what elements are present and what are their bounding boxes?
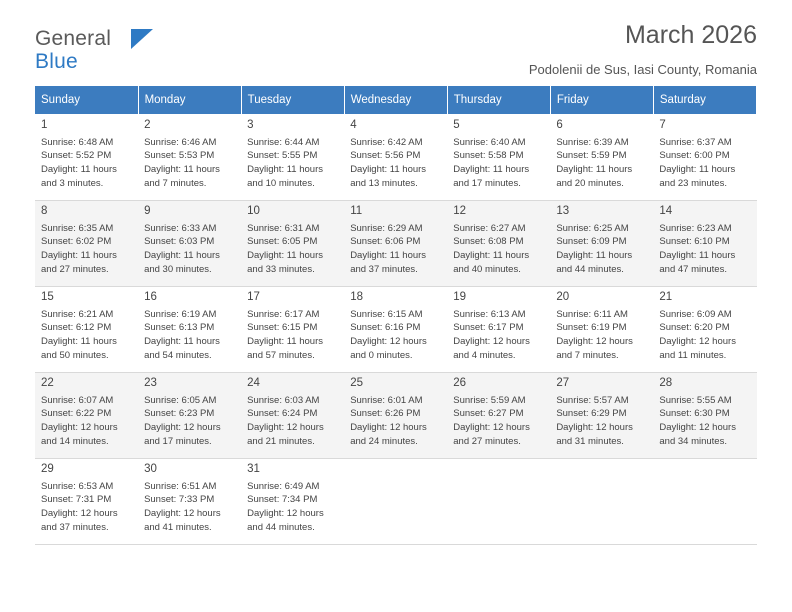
day-info (144, 394, 236, 449)
day-info-daylight1: Daylight: 11 hours (247, 336, 323, 348)
day-info-sunrise: Sunrise: 5:55 AM (659, 394, 732, 406)
day-info (350, 394, 442, 449)
day-info (41, 222, 133, 277)
day-info (453, 308, 545, 363)
calendar-week-row (35, 115, 757, 201)
day-info-sunrise: Sunrise: 6:09 AM (659, 308, 732, 320)
day-info-daylight2: and 31 minutes. (556, 435, 624, 447)
day-info-sunrise: Sunrise: 6:11 AM (556, 308, 628, 320)
day-number: 22 (41, 377, 54, 389)
day-info-daylight1: Daylight: 12 hours (247, 422, 324, 434)
day-number: 27 (556, 377, 570, 389)
day-info-sunrise: Sunrise: 6:53 AM (41, 480, 114, 492)
day-info (659, 394, 751, 449)
weekday-header-saturday: Saturday (653, 86, 756, 115)
day-number: 23 (144, 377, 157, 389)
day-info-daylight2: and 21 minutes. (247, 435, 315, 447)
calendar-day-cell[interactable] (35, 373, 138, 459)
day-info-sunrise: Sunrise: 6:46 AM (144, 136, 217, 148)
day-info-daylight2: and 30 minutes. (144, 263, 212, 275)
day-info-daylight2: and 47 minutes. (659, 263, 727, 275)
day-info-daylight2: and 41 minutes. (144, 521, 212, 533)
day-number: 21 (659, 291, 673, 303)
day-info-daylight1: Daylight: 12 hours (41, 422, 118, 434)
day-info-sunrise: Sunrise: 6:29 AM (350, 222, 423, 234)
day-info-daylight1: Daylight: 12 hours (350, 336, 427, 348)
day-info-daylight2: and 7 minutes. (144, 177, 207, 189)
weekday-header-thursday: Thursday (447, 86, 550, 115)
day-info-sunrise: Sunrise: 6:13 AM (453, 308, 526, 320)
day-number: 14 (659, 205, 673, 217)
calendar-day-cell[interactable] (653, 115, 756, 201)
weekday-header-tuesday: Tuesday (241, 86, 344, 115)
day-info-daylight2: and 34 minutes. (659, 435, 727, 447)
day-info-daylight2: and 44 minutes. (247, 521, 315, 533)
day-info-sunrise: Sunrise: 6:27 AM (453, 222, 526, 234)
calendar-day-cell[interactable] (241, 115, 344, 201)
day-info-sunset: Sunset: 6:22 PM (41, 408, 112, 420)
calendar-day-cell[interactable] (344, 373, 447, 459)
day-info-sunrise: Sunrise: 6:42 AM (350, 136, 423, 148)
day-info-sunset: Sunset: 6:30 PM (659, 408, 730, 420)
day-info-sunrise: Sunrise: 6:05 AM (144, 394, 217, 406)
day-info-daylight1: Daylight: 12 hours (144, 508, 221, 520)
day-info-sunrise: Sunrise: 6:17 AM (247, 308, 320, 320)
day-info-daylight1: Daylight: 12 hours (659, 422, 736, 434)
day-info (41, 394, 133, 449)
blue-flag-icon (131, 29, 153, 49)
day-info-daylight1: Daylight: 12 hours (41, 508, 118, 520)
day-number: 16 (144, 291, 157, 303)
calendar-week-row (35, 459, 757, 545)
calendar-cell-empty (550, 459, 653, 545)
calendar-day-cell[interactable] (550, 115, 653, 201)
calendar-day-cell[interactable] (241, 287, 344, 373)
day-info-daylight1: Daylight: 11 hours (659, 250, 736, 262)
day-info-daylight2: and 7 minutes. (556, 349, 619, 361)
calendar-day-cell[interactable] (138, 115, 241, 201)
day-info-sunset: Sunset: 6:29 PM (556, 408, 627, 420)
day-number: 30 (144, 463, 157, 475)
day-info-daylight2: and 11 minutes. (659, 349, 727, 361)
day-info-daylight2: and 20 minutes. (556, 177, 624, 189)
day-number: 10 (247, 205, 260, 217)
day-info-sunset: Sunset: 6:17 PM (453, 322, 524, 334)
day-info-daylight1: Daylight: 12 hours (659, 336, 736, 348)
day-info-sunset: Sunset: 5:55 PM (247, 150, 318, 162)
day-info-sunset: Sunset: 6:24 PM (247, 408, 318, 420)
day-info-sunrise: Sunrise: 6:19 AM (144, 308, 217, 320)
day-info-sunrise: Sunrise: 6:37 AM (659, 136, 732, 148)
day-info-sunset: Sunset: 6:16 PM (350, 322, 421, 334)
day-info (41, 480, 133, 535)
day-info (144, 136, 236, 191)
day-info-daylight1: Daylight: 11 hours (350, 250, 427, 262)
day-info-daylight1: Daylight: 11 hours (144, 164, 220, 176)
day-info-daylight1: Daylight: 12 hours (144, 422, 221, 434)
calendar-day-cell[interactable] (35, 115, 138, 201)
day-info-sunset: Sunset: 6:08 PM (453, 236, 524, 248)
day-info-sunrise: Sunrise: 6:25 AM (556, 222, 629, 234)
day-info (350, 222, 442, 277)
day-info-daylight2: and 3 minutes. (41, 177, 104, 189)
day-info-sunrise: Sunrise: 6:40 AM (453, 136, 526, 148)
calendar-day-cell[interactable] (653, 287, 756, 373)
calendar-table (35, 86, 757, 545)
calendar-body (35, 115, 757, 545)
day-info-daylight2: and 24 minutes. (350, 435, 418, 447)
calendar-day-cell[interactable] (653, 373, 756, 459)
logo-text-general: General (35, 27, 112, 50)
day-info-sunrise: Sunrise: 6:39 AM (556, 136, 629, 148)
day-info-daylight1: Daylight: 12 hours (556, 422, 633, 434)
day-number: 31 (247, 463, 260, 475)
day-info-daylight1: Daylight: 11 hours (247, 250, 323, 262)
day-info-sunset: Sunset: 6:19 PM (556, 322, 627, 334)
day-number: 12 (453, 205, 467, 217)
day-number: 11 (350, 205, 363, 217)
calendar-day-cell[interactable] (344, 201, 447, 287)
day-info-daylight1: Daylight: 11 hours (144, 336, 220, 348)
day-info-daylight1: Daylight: 12 hours (247, 508, 324, 520)
day-info-sunset: Sunset: 6:27 PM (453, 408, 524, 420)
weekday-header-monday: Monday (138, 86, 241, 115)
page-title: March 2026 (624, 21, 757, 49)
day-info-daylight2: and 37 minutes. (350, 263, 418, 275)
day-info-sunrise: Sunrise: 6:44 AM (247, 136, 320, 148)
day-info-sunrise: Sunrise: 6:03 AM (247, 394, 320, 406)
day-info-daylight1: Daylight: 12 hours (556, 336, 633, 348)
calendar-week-row (35, 373, 757, 459)
day-info-daylight1: Daylight: 12 hours (350, 422, 427, 434)
day-number: 25 (350, 377, 363, 389)
calendar-day-cell[interactable] (35, 459, 138, 545)
day-info-daylight1: Daylight: 11 hours (556, 250, 633, 262)
day-info-daylight2: and 33 minutes. (247, 263, 315, 275)
day-number: 7 (659, 119, 666, 131)
day-number: 3 (247, 119, 254, 131)
day-info-daylight1: Daylight: 12 hours (453, 336, 530, 348)
title-block (529, 22, 757, 77)
calendar-cell-empty (653, 459, 756, 545)
day-info-daylight1: Daylight: 11 hours (556, 164, 633, 176)
day-info-daylight2: and 44 minutes. (556, 263, 624, 275)
day-info-daylight2: and 57 minutes. (247, 349, 315, 361)
calendar-day-cell[interactable] (344, 115, 447, 201)
day-info-sunset: Sunset: 7:31 PM (41, 494, 112, 506)
day-info-daylight2: and 27 minutes. (41, 263, 109, 275)
day-info (659, 308, 751, 363)
day-number: 13 (556, 205, 570, 217)
day-info-daylight2: and 10 minutes. (247, 177, 315, 189)
calendar-day-cell[interactable] (138, 287, 241, 373)
day-info-sunrise: Sunrise: 6:01 AM (350, 394, 423, 406)
day-info-daylight2: and 37 minutes. (41, 521, 109, 533)
day-number: 1 (41, 119, 48, 131)
day-info-daylight1: Daylight: 11 hours (247, 164, 323, 176)
day-number: 26 (453, 377, 467, 389)
day-info-sunset: Sunset: 5:59 PM (556, 150, 627, 162)
day-info-sunset: Sunset: 6:05 PM (247, 236, 318, 248)
day-info (556, 394, 648, 449)
day-info-sunrise: Sunrise: 5:59 AM (453, 394, 526, 406)
calendar-day-cell[interactable] (35, 287, 138, 373)
calendar-day-cell[interactable] (241, 201, 344, 287)
day-info-sunrise: Sunrise: 6:33 AM (144, 222, 217, 234)
day-info-sunrise: Sunrise: 6:49 AM (247, 480, 320, 492)
day-info-sunset: Sunset: 6:13 PM (144, 322, 215, 334)
page-header (35, 0, 757, 77)
calendar-day-cell[interactable] (241, 459, 344, 545)
day-number: 5 (453, 119, 460, 131)
day-info-daylight2: and 27 minutes. (453, 435, 521, 447)
day-number: 4 (350, 119, 357, 131)
day-info-daylight1: Daylight: 11 hours (453, 250, 530, 262)
day-info-sunset: Sunset: 7:33 PM (144, 494, 215, 506)
calendar-day-cell[interactable] (35, 201, 138, 287)
day-info-sunrise: Sunrise: 6:31 AM (247, 222, 320, 234)
calendar-week-row (35, 287, 757, 373)
day-info-sunset: Sunset: 5:53 PM (144, 150, 215, 162)
day-info (453, 222, 545, 277)
day-info-daylight1: Daylight: 12 hours (453, 422, 530, 434)
day-number: 24 (247, 377, 260, 389)
day-info-daylight2: and 17 minutes. (144, 435, 212, 447)
day-info-sunset: Sunset: 6:26 PM (350, 408, 421, 420)
calendar-day-cell[interactable] (241, 373, 344, 459)
day-info-sunset: Sunset: 6:12 PM (41, 322, 112, 334)
day-info-sunset: Sunset: 6:06 PM (350, 236, 421, 248)
day-info-sunset: Sunset: 6:02 PM (41, 236, 112, 248)
weekday-header-sunday: Sunday (35, 86, 138, 115)
day-number: 15 (41, 291, 54, 303)
calendar-week-row (35, 201, 757, 287)
calendar-day-cell[interactable] (550, 373, 653, 459)
day-info (556, 136, 648, 191)
day-info (247, 480, 339, 535)
day-number: 19 (453, 291, 467, 303)
day-info-daylight2: and 54 minutes. (144, 349, 212, 361)
calendar-day-cell[interactable] (138, 201, 241, 287)
day-info-sunrise: Sunrise: 6:23 AM (659, 222, 732, 234)
day-info-daylight2: and 4 minutes. (453, 349, 516, 361)
day-info (453, 394, 545, 449)
day-info-daylight2: and 14 minutes. (41, 435, 109, 447)
calendar-day-cell[interactable] (447, 115, 550, 201)
logo-text-blue: Blue (35, 50, 78, 73)
day-info-daylight1: Daylight: 11 hours (41, 250, 117, 262)
day-number: 28 (659, 377, 673, 389)
day-number: 18 (350, 291, 363, 303)
day-info (350, 308, 442, 363)
weekday-header-row (35, 86, 757, 115)
day-info (144, 222, 236, 277)
calendar-day-cell[interactable] (447, 287, 550, 373)
day-info (556, 222, 648, 277)
day-number: 17 (247, 291, 260, 303)
day-number: 6 (556, 119, 563, 131)
day-info-daylight2: and 17 minutes. (453, 177, 521, 189)
day-info (144, 308, 236, 363)
day-number: 29 (41, 463, 54, 475)
day-info (144, 480, 236, 535)
calendar-day-cell[interactable] (653, 201, 756, 287)
day-info (247, 394, 339, 449)
day-info (41, 136, 133, 191)
calendar-day-cell[interactable] (550, 201, 653, 287)
day-info (247, 222, 339, 277)
calendar-day-cell[interactable] (344, 287, 447, 373)
day-info-sunrise: Sunrise: 6:21 AM (41, 308, 114, 320)
day-info (247, 308, 339, 363)
day-number: 2 (144, 119, 151, 131)
day-info-sunset: Sunset: 5:52 PM (41, 150, 112, 162)
calendar-cell-empty (447, 459, 550, 545)
day-info-sunset: Sunset: 6:00 PM (659, 150, 730, 162)
day-info-sunset: Sunset: 6:10 PM (659, 236, 730, 248)
day-info-daylight2: and 50 minutes. (41, 349, 109, 361)
day-info (350, 136, 442, 191)
day-number: 9 (144, 205, 151, 217)
day-info-daylight1: Daylight: 11 hours (350, 164, 427, 176)
day-info-daylight1: Daylight: 11 hours (41, 164, 117, 176)
day-info-daylight2: and 0 minutes. (350, 349, 413, 361)
calendar-day-cell[interactable] (138, 459, 241, 545)
day-info-daylight1: Daylight: 11 hours (144, 250, 220, 262)
day-info-sunrise: Sunrise: 5:57 AM (556, 394, 629, 406)
day-info-daylight2: and 23 minutes. (659, 177, 727, 189)
day-info (659, 222, 751, 277)
day-info-daylight1: Daylight: 11 hours (453, 164, 530, 176)
day-number: 8 (41, 205, 48, 217)
calendar-day-cell[interactable] (447, 373, 550, 459)
day-info-daylight2: and 13 minutes. (350, 177, 418, 189)
day-info-sunset: Sunset: 6:03 PM (144, 236, 215, 248)
calendar-day-cell[interactable] (138, 373, 241, 459)
day-info-sunrise: Sunrise: 6:35 AM (41, 222, 114, 234)
day-info-daylight2: and 40 minutes. (453, 263, 521, 275)
weekday-header-friday: Friday (550, 86, 653, 115)
day-info-sunset: Sunset: 6:09 PM (556, 236, 627, 248)
day-info-sunrise: Sunrise: 6:15 AM (350, 308, 423, 320)
day-info-sunset: Sunset: 6:15 PM (247, 322, 318, 334)
calendar-day-cell[interactable] (447, 201, 550, 287)
day-info (41, 308, 133, 363)
day-number: 20 (556, 291, 570, 303)
day-info (556, 308, 648, 363)
day-info-sunrise: Sunrise: 6:07 AM (41, 394, 114, 406)
day-info (247, 136, 339, 191)
day-info-sunset: Sunset: 6:23 PM (144, 408, 215, 420)
day-info-sunset: Sunset: 5:56 PM (350, 150, 421, 162)
day-info (659, 136, 751, 191)
logo[interactable] (35, 28, 255, 72)
day-info-daylight1: Daylight: 11 hours (41, 336, 117, 348)
day-info-sunset: Sunset: 5:58 PM (453, 150, 524, 162)
calendar-day-cell[interactable] (550, 287, 653, 373)
day-info-sunrise: Sunrise: 6:48 AM (41, 136, 114, 148)
calendar-cell-empty (344, 459, 447, 545)
day-info-sunset: Sunset: 7:34 PM (247, 494, 318, 506)
day-info-sunrise: Sunrise: 6:51 AM (144, 480, 217, 492)
day-info-daylight1: Daylight: 11 hours (659, 164, 736, 176)
location-subtitle: Podolenii de Sus, Iasi County, Romania (528, 61, 757, 77)
weekday-header-wednesday: Wednesday (344, 86, 447, 115)
day-info-sunset: Sunset: 6:20 PM (659, 322, 730, 334)
day-info (453, 136, 545, 191)
